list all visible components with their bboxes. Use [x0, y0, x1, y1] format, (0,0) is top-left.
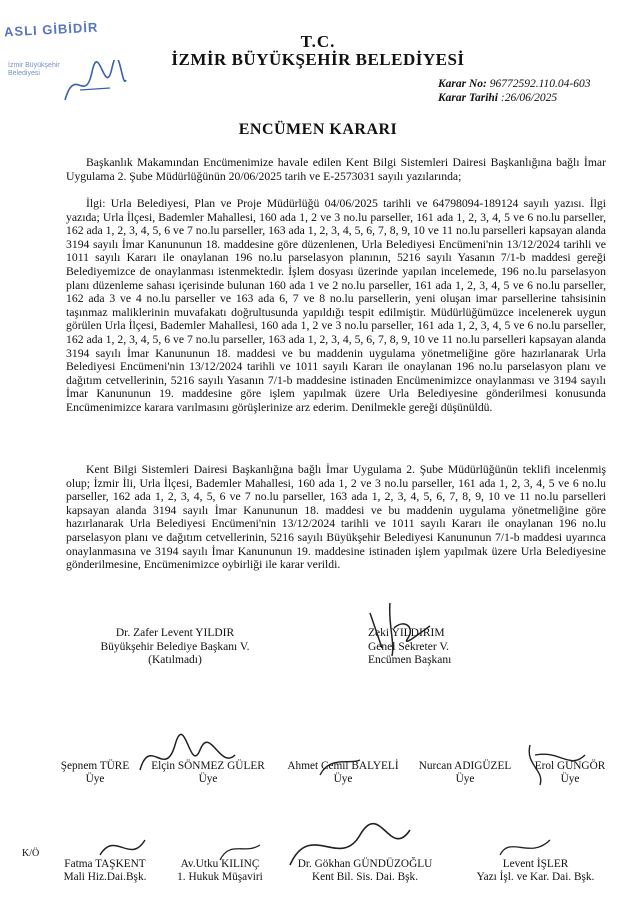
- member-role: Mali Hiz.Dai.Bşk.: [63, 871, 147, 883]
- member-role: 1. Hukuk Müşaviri: [177, 871, 263, 883]
- chair-note: (Katılmadı): [148, 654, 202, 666]
- header-institution: İZMİR BÜYÜKŞEHİR BELEDİYESİ: [171, 50, 465, 69]
- member-name: Fatma TAŞKENT: [64, 858, 146, 870]
- header-tc: T.C.: [300, 32, 336, 51]
- stamp-line-1: İzmir Büyükşehir: [8, 62, 60, 69]
- chair-signature-block: [80, 627, 270, 668]
- document-title: ENCÜMEN KARARI: [238, 121, 398, 138]
- decision-date-value: :26/06/2025: [497, 92, 558, 104]
- member-handwritten-signatures-row1: [130, 725, 610, 795]
- decision-date: [438, 91, 591, 105]
- member-role: Üye: [333, 773, 353, 785]
- chair-title: Büyükşehir Belediye Başkanı V.: [100, 640, 250, 653]
- member-name: Erol GÜNGÖR: [534, 760, 606, 772]
- decision-number: [438, 77, 591, 91]
- decision-number-value: 96772592.110.04-603: [486, 78, 591, 90]
- secretary-handwritten-signature: [360, 598, 440, 658]
- decision-number-label: Karar No:: [438, 78, 487, 90]
- stamp-line-2: Belediyesi: [8, 70, 40, 77]
- member-1: [50, 760, 140, 786]
- secretary-name: Zeki YILDIRIM: [368, 627, 445, 639]
- member-name: Levent İŞLER: [502, 858, 569, 870]
- paragraph-text: Başkanlık Makamından Encümenimize havale edilen Kent Bilgi Sistemleri Dairesi Başkanlığına bağlı İmar Uygulama 2. Şube Müdürlüğünün 20/06/2025 tarih ve E-2573031 sayılı yazılarında;: [66, 156, 606, 183]
- member-role: Üye: [455, 773, 475, 785]
- member-role: Yazı İşl. ve Kar. Dai. Bşk.: [476, 871, 595, 883]
- member-role: Üye: [198, 773, 218, 785]
- body-paragraph-1: [66, 156, 606, 183]
- decision-date-label: Karar Tarihi: [438, 92, 498, 104]
- paragraph-text: Kent Bilgi Sistemleri Dairesi Başkanlığına bağlı İmar Uygulama 2. Şube Müdürlüğünün teklifi incelenmiş olup; İzmir İli, Urla İlçesi, Bademler Mahallesi, 160 ada 1, 2 ve 3 no.lu parseller, 161 ada 1, 2, 3, 4, 5 ve 6 no.lu parseller, 162 ada 1, 2, 3, 4, 5, 6 ve 7 no.lu parseller, 163 ada 1, 2, 3, 4, 5, 6, 7, 8, 9, 10 ve 11 no.lu parselleri kapsayan alanda 3194 sayılı İmar Kanununun 18. maddesi ve bu maddenin uygulama yönetmeliğine göre hazırlanarak Urla Belediyesi Encümeni'nin 13/12/2024 tarihli ve 1011 sayılı Kararı ile onaylanan 196 no.lu parselasyon planı ve dağıtım cetvellerinin, 5216 sayılı Büyükşehir Belediyesi Kanununun 7/1-b maddesi uyarınca onaylanmasına ve 3194 sayılı İmar Kanununun 19. maddesine istinaden işlem yapılmak üzere Urla Belediyesine gönderilmesine, Encümenimizce oybirliği ile karar verildi.: [66, 463, 606, 572]
- member-role: Üye: [85, 773, 105, 785]
- certified-copy-stamp: ASLI GİBİDİR: [3, 19, 99, 40]
- member-role: Kent Bil. Sis. Dai. Bşk.: [311, 871, 419, 883]
- body-paragraph-2: [66, 197, 606, 415]
- chair-name: Dr. Zafer Levent YILDIR: [115, 627, 235, 639]
- member-handwritten-signatures-row2: [60, 815, 580, 875]
- member-name: Av.Utku KILINÇ: [180, 858, 260, 870]
- secretary-role: Encümen Başkanı: [368, 654, 452, 666]
- member-name: Nurcan ADIGÜZEL: [418, 760, 512, 772]
- secretary-title: Genel Sekreter V.: [368, 640, 450, 653]
- member-role: Üye: [560, 773, 580, 785]
- member-name: Elçin SÖNMEZ GÜLER: [151, 760, 265, 772]
- member-name: Şepnem TÜRE: [60, 760, 130, 772]
- decision-info: [438, 77, 591, 105]
- body-paragraph-3: [66, 463, 606, 572]
- margin-note: K/Ö: [22, 848, 40, 859]
- member-name: Ahmet Cemil BALYELİ: [287, 760, 399, 772]
- member-name: Dr. Gökhan GÜNDÜZOĞLU: [297, 858, 433, 870]
- paragraph-text: İlgi: Urla Belediyesi, Plan ve Proje Müdürlüğü 04/06/2025 tarihli ve 64798094-189124 sayılı yazısı. İlgi yazıda; Urla İlçesi, Bademler Mahallesi, 160 ada 1, 2 ve 3 no.lu parseller, 161 ada 1, 2, 3, 4, 5 ve 6 no.lu parseller, 162 ada 1, 2, 3, 4, 5, 6 ve 7 no.lu parseller, 163 ada 1, 2, 3, 4, 5, 6, 7, 8, 9, 10 ve 11 no.lu parselleri kapsayan alanda 3194 sayılı İmar Kanununun 18. maddesine göre düzenlenen, Urla Belediyesi Encümeni'nin 13/12/2024 tarihli ve 1011 sayılı Kararı ile onaylanan 196 no.lu parselasyon planının, 5216 sayılı Yasanın 7/1-b maddesi gereği Belediyemizce de onaylanması istenmektedir. İşlem dosyası üzerinde yapılan incelemede, 196 no.lu parselasyon planı düzenleme sahası içerisinde bulunan 160 ada 1 ve 2 no.lu parseller, 161 ada 1, 2, 3, 4, 5 ve 6 no.lu parseller, 162 ada 3 ve 4 no.lu parseller ve 163 ada 6, 7 ve 8 no.lu parsellerin, yeni oluşan imar parsellerine tahsisinin taşınmaz maliklerinin muvafakatı doğrultusunda yapıldığı tespit edilmiştir. Müdürlüğümüzce incelenerek uygun görülen Urla İlçesi, Bademler Mahallesi, 160 ada 1, 2 ve 3 no.lu parseller, 161 ada 1, 2, 3, 4, 5 ve 6 no.lu parseller, 162 ada 1, 2, 3, 4, 5, 6 ve 7 no.lu parseller, 163 ada 1, 2, 3, 4, 5, 6, 7, 8, 9, 10 ve 11 no.lu parselleri kapsayan alanda 3194 sayılı İmar Kanununun 18. maddesi ve bu maddenin uygulama yönetmeliğine göre hazırlanarak Urla Belediyesi Encümeni'nin 13/12/2024 tarihli ve 1011 sayılı Kararı ile onaylanan 196 no.lu parselasyon planı ve dağıtım cetvellerinin, 5216 sayılı Yasanın 7/1-b maddesine istinaden Encümenimizce onaylanması ve 3194 sayılı İmar Kanununun 19. maddesine göre işlem yapılmak üzere Urla Belediyesine gönderilmesi konusunda Encümenimizce karara varılmasını görüşlerinize arz ederim. Denilmekle gereği düşünüldü.: [66, 197, 606, 414]
